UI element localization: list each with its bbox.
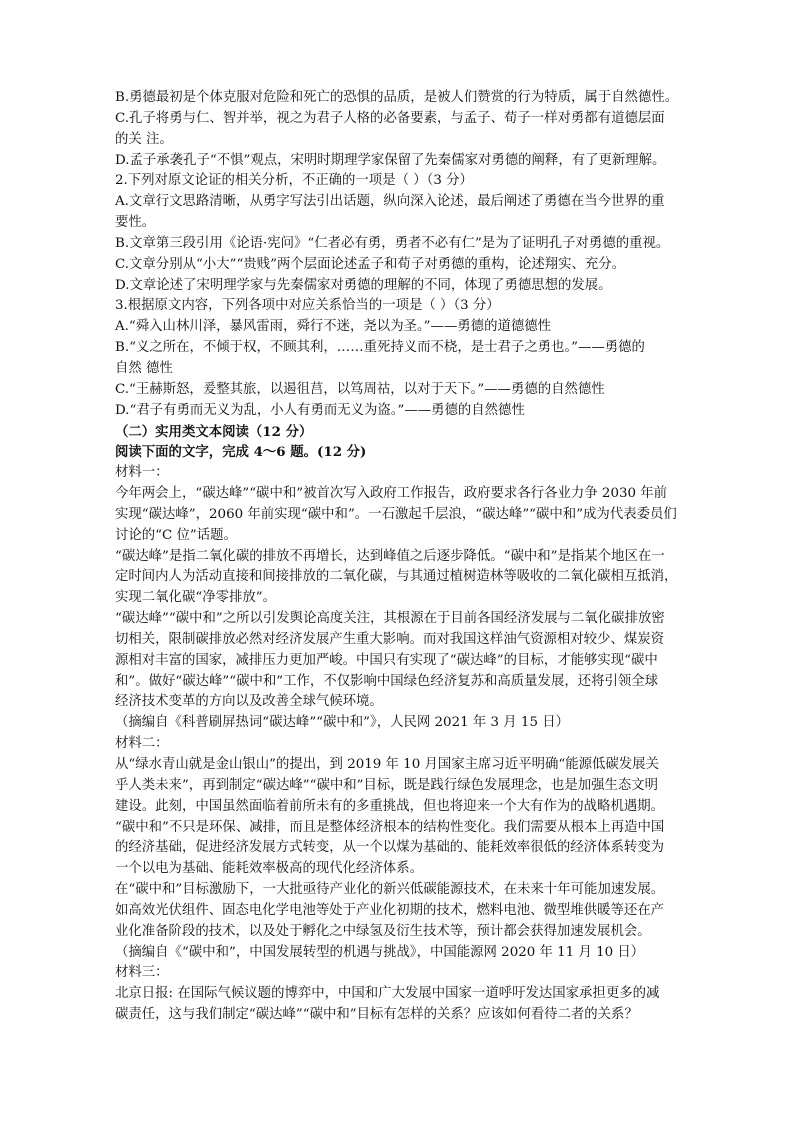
text-line: D.文章论述了宋明理学家与先秦儒家对勇德的理解的不同，体现了勇德思想的发展。 [115,277,612,293]
text-line: B.“义之所在，不倾于权，不顾其利，……重死持义而不桡，是士君子之勇也。”——勇德的 [115,340,645,356]
text-line: A.“舜入山林川泽，暴风雷雨，舜行不迷，尧以为圣。”——勇德的道德德性 [115,319,552,335]
text-line: 3.根据原文内容，下列各项中对应关系恰当的一项是（ ）（3 分） [115,298,500,314]
text-line: 今年两会上，“碳达峰”“碳中和”被首次写入政府工作报告，政府要求各行各业力争 2030 年前 [115,486,668,502]
text-line: B.勇德最初是个体克服对危险和死亡的恐惧的品质，是被人们赞赏的行为特质，属于自然德性。 [115,90,679,105]
section-heading: （二）实用类文本阅读（12 分） [115,423,313,440]
text-line: 一个以电为基础、能耗效率极高的现代化经济体系。 [115,861,423,877]
text-line: 碳责任，这与我们制定“碳达峰”“碳中和”目标有怎样的关系？应该如何看待二者的关系？ [115,1007,638,1023]
text-line: D.孟子承袭孔子“不惧”观点，宋明时期理学家保留了先秦儒家对勇德的阐释，有了更新理解。 [115,152,666,168]
text-line: 切相关，限制碳排放必然对经济发展产生重大影响。而对我国这样油气资源相对较少、煤炭资 [115,631,665,647]
document-page [115,88,685,1026]
text-line: 实现二氧化碳“净零排放”。 [115,590,276,606]
text-line: “碳达峰”是指二氧化碳的排放不再增长，达到峰值之后逐步降低。“碳中和”是指某个地区在一 [115,548,665,564]
text-line: 材料一： [115,465,169,481]
text-line: 从“绿水青山就是金山银山”的提出，到 2019 年 10 月国家主席习近平明确“能源低碳发展关 [115,757,659,772]
text-line: 建设。此刻，中国虽然面临着前所未有的多重挑战，但也将迎来一个大有作为的战略机遇期。 [115,798,665,814]
text-line: 材料二： [115,736,169,752]
text-line: “碳达峰”“碳中和”之所以引发舆论高度关注，其根源在于目前各国经济发展与二氧化碳排放密 [115,611,665,627]
text-line: 源相对丰富的国家，减排压力更加严峻。中国只有实现了“碳达峰”的目标，才能够实现“碳中 [115,652,658,668]
text-line: 乎人类未来”，再到制定“碳达峰”“碳中和”目标，既是践行绿色发展理念，也是加强生态文明 [115,777,659,793]
text-line: 自然 德性 [115,360,173,376]
text-line: 和”。做好“碳达峰”“碳中和”工作，不仅影响中国绿色经济复苏和高质量发展，还将引领全球 [115,673,659,689]
text-line: C.文章分别从“小大”“贵贱”两个层面论述孟子和荀子对勇德的重构，论述翔实、充分。 [115,256,626,272]
text-line: 材料三： [115,965,169,981]
text-line: 定时间内人为活动直接和间接排放的二氧化碳，与其通过植树造林等吸收的二氧化碳相互抵消， [115,569,678,585]
text-line: 要性。 [115,215,156,231]
text-line: A.文章行文思路清晰，从勇字写法引出话题，纵向深入论述，最后阐述了勇德在当今世界的重 [115,194,665,210]
text-line: “碳中和”不只是环保、减排，而且是整体经济根本的结构性变化。我们需要从根本上再造中国 [115,819,665,835]
text-line: 的经济基础，促进经济发展方式转变，从一个以煤为基础的、能耗效率很低的经济体系转变为 [115,840,665,856]
text-line: 的关 注。 [115,131,173,147]
text-line: 讨论的“C 位”话题。 [115,527,237,543]
text-line: 业化准备阶段的技术，以及处于孵化之中绿氢及衍生技术等，预计都会获得加速发展机会。 [115,923,651,939]
text-line: 如高效光伏组件、固态电化学电池等处于产业化初期的技术，燃料电池、微型堆供暖等还在产 [115,902,665,918]
text-line: （摘编自《科普刷屏热词“碳达峰”“碳中和”》，人民网 2021 年 3 月 15 日） [115,715,570,731]
section-heading: 阅读下面的文字，完成 4～6 题。(12 分) [115,444,367,461]
text-line: 北京日报: 在国际气候议题的博弈中，中国和广大发展中国家一道呼吁发达国家承担更多的减 [115,986,660,1002]
text-line: 实现“碳达峰”，2060 年前实现“碳中和”。一石激起千层浪，“碳达峰”“碳中和”成为代表委员们 [115,506,677,522]
text-line: C.“王赫斯怒，爰整其旅，以遏徂莒，以笃周祜，以对于天下。”——勇德的自然德性 [115,381,605,397]
text-line: B.文章第三段引用《论语·宪问》“仁者必有勇，勇者不必有仁”是为了证明孔子对勇德的重视。 [115,235,670,251]
text-line: 2.下列对原文论证的相关分析，不正确的一项是（ ）（3 分） [115,173,473,189]
text-line: D.“君子有勇而无义为乱，小人有勇而无义为盗。”——勇德的自然德性 [115,402,525,418]
text-line: C.孔子将勇与仁、智并举，视之为君子人格的必备要素，与孟子、荀子一样对勇都有道德层面 [115,110,665,126]
text-line: （摘编自《“碳中和”，中国发展转型的机遇与挑战》，中国能源网 2020 年 11 月 10 日） [115,944,645,960]
text-line: 在“碳中和”目标激励下，一大批亟待产业化的新兴低碳能源技术，在未来十年可能加速发展。 [115,882,665,898]
text-line: 经济技术变革的方向以及改善全球气候环境。 [115,694,383,710]
